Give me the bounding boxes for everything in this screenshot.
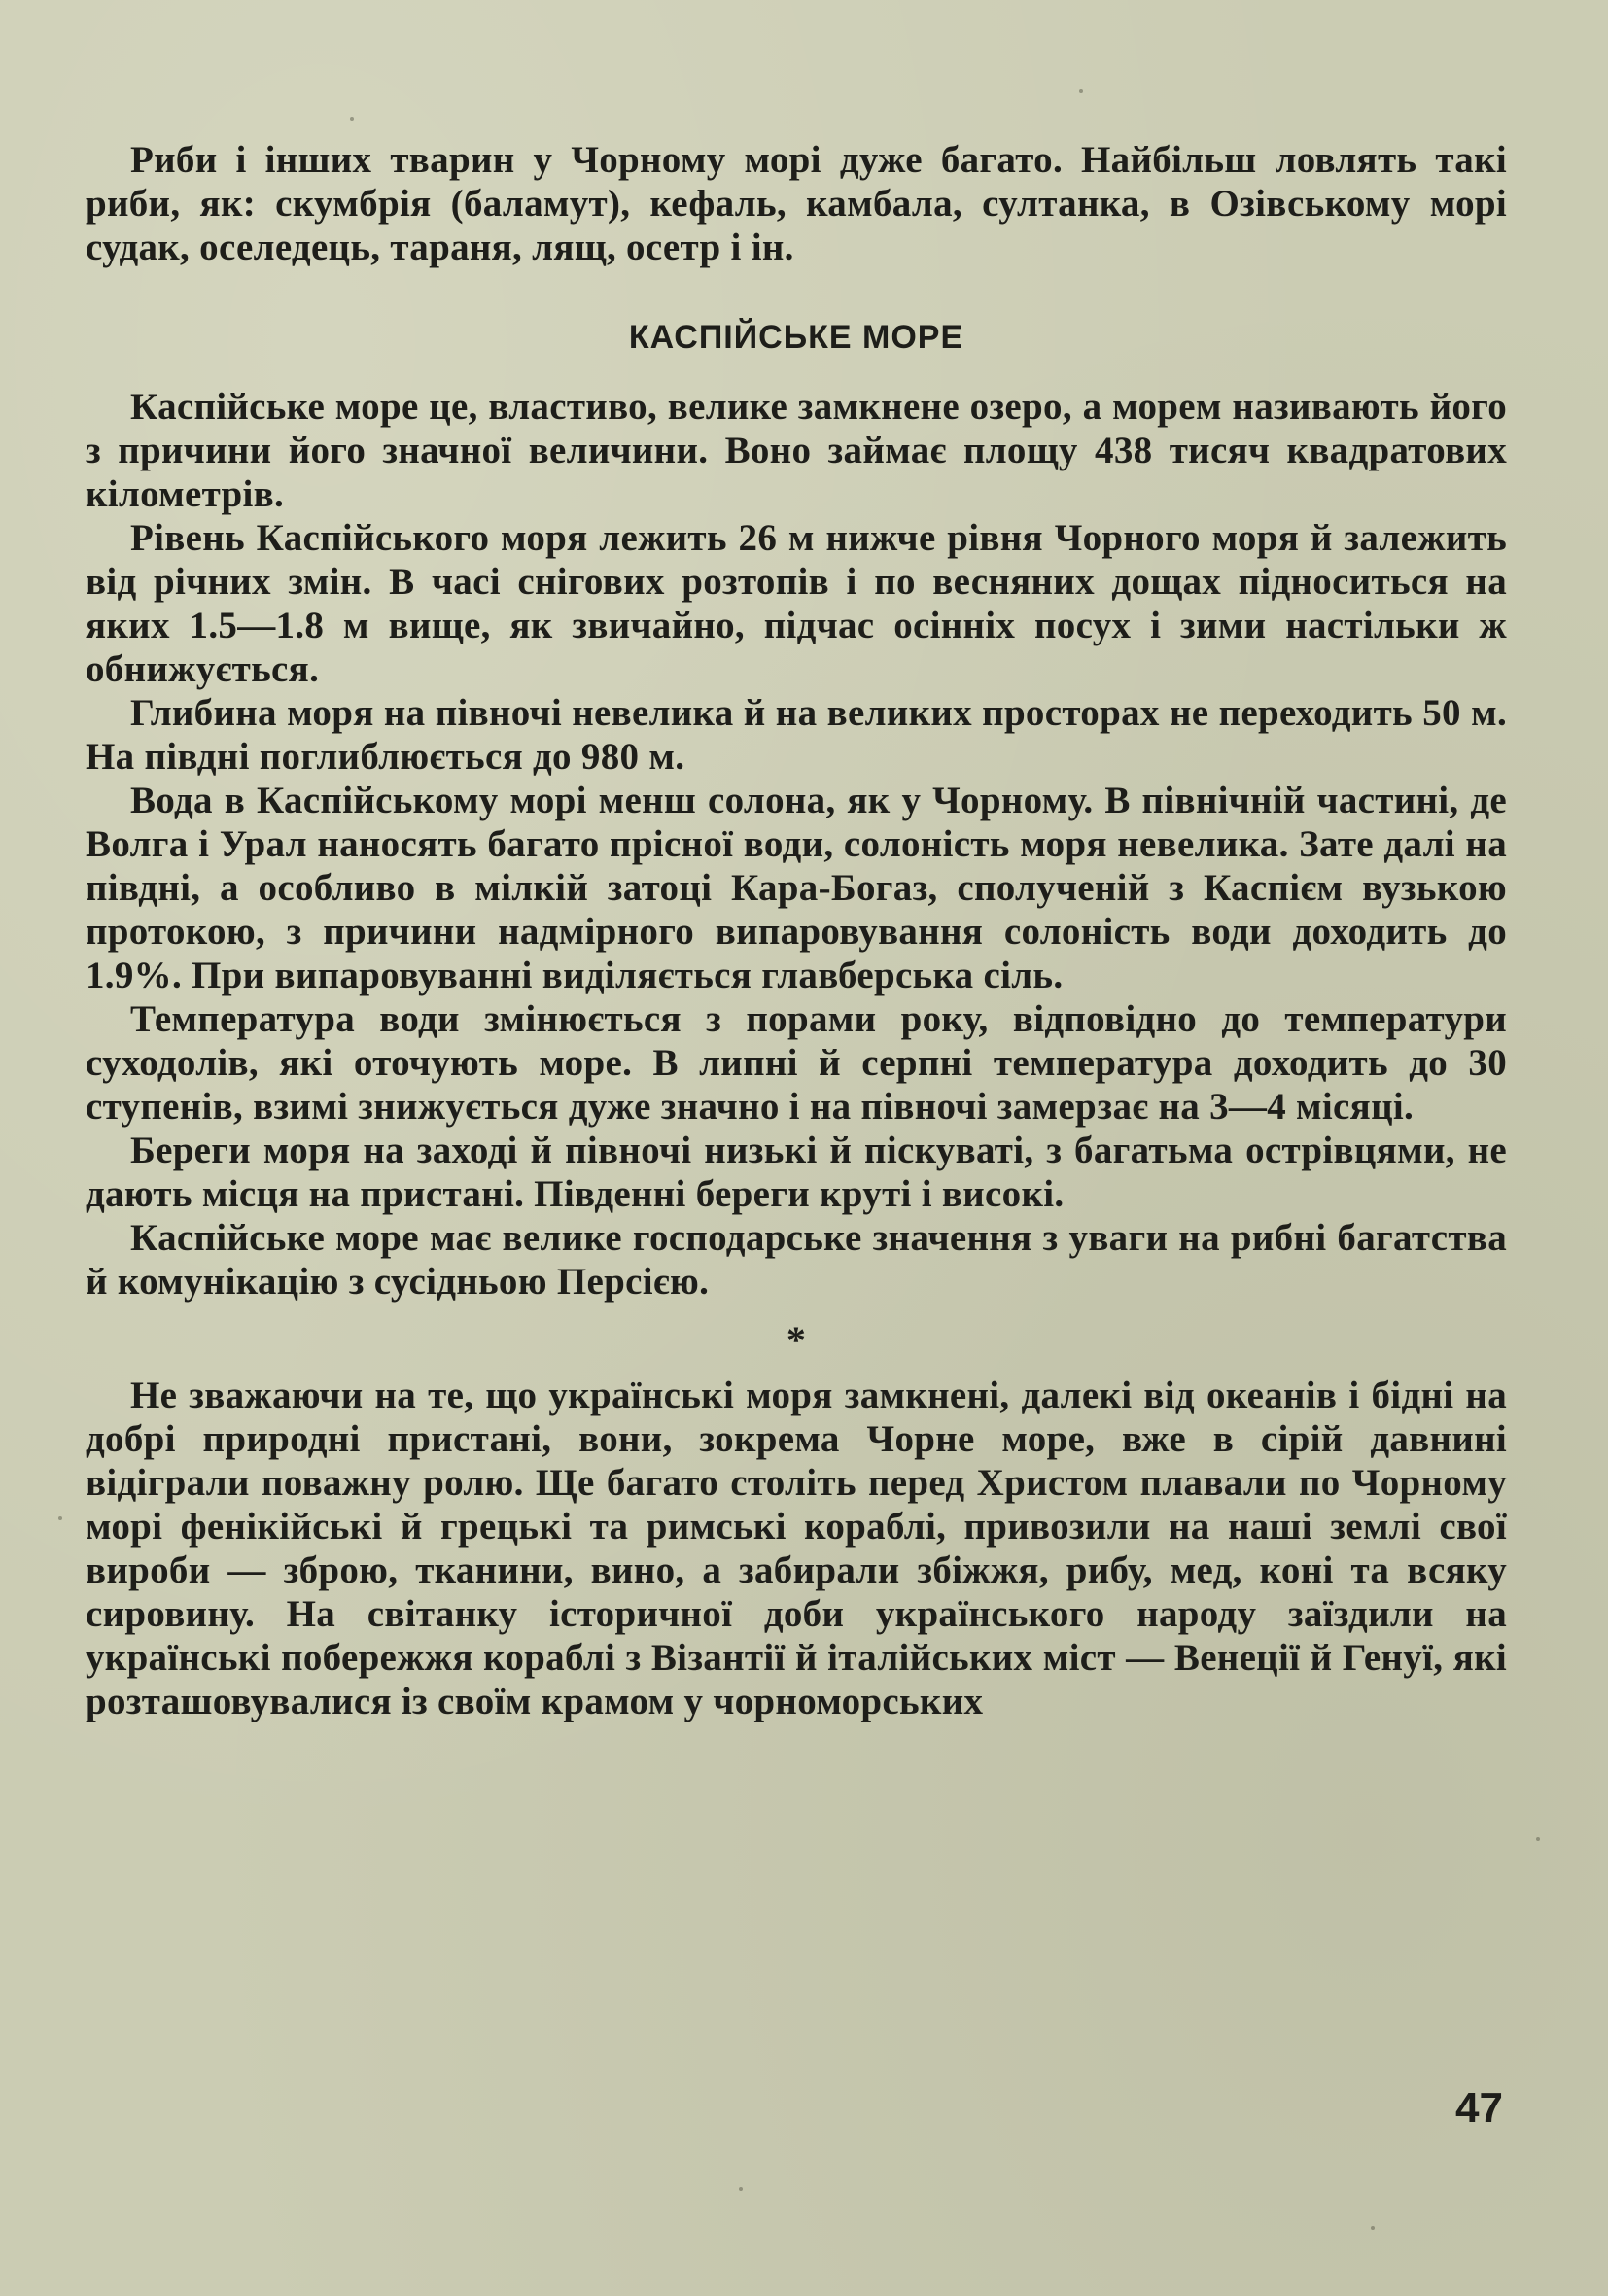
paragraph-shores: Береги моря на заході й півночі низькі й піскуваті, з багатьма острівцями, не дають місця на пристані. Південні береги круті і високі. (86, 1130, 1507, 1215)
paragraph-area: Каспійське море це, властиво, велике замкнене озеро, а морем називають його з причини його значної величини. Воно займає площу 438 тисяч квадратових кілометрів. (86, 386, 1507, 515)
print-speck (1371, 2226, 1375, 2230)
closing-paragraph: Не зважаючи на те, що українські моря замкнені, далекі від океанів і бідні на добрі природні пристані, вони, зокрема Чорне море, вже в сірій давнині відіграли поважну ролю. Ще багато століть перед Христом плавали по Чорному морі фенікійські й грецькі та римські кораблі, привозили на наші землі свої вироби — зброю, тканини, вино, а забирали збіжжя, рибу, мед, коні та всяку сировину. На світанку історичної доби українського народу заїздили на українські побережжя кораблі з Візантії й італійських міст — Венеції й Генуї, які розташовувалися із своїм крамом у чорноморських (86, 1374, 1507, 1722)
section-separator: * (786, 1318, 807, 1362)
section-heading: КАСПІЙСЬКЕ МОРЕ (628, 319, 964, 356)
print-speck (58, 1516, 62, 1520)
print-speck (1079, 89, 1083, 93)
paragraph-salinity: Вода в Каспійському морі менш солона, як у Чорному. В північній частині, де Волга і Урал наносять багато прісної води, солоність моря невелика. Зате далі на півдні, а особливо в мілкій затоці Кара-Богаз, сполученій з Каспієм вузькою протокою, з причини надмірного випаровування солоність води доходить до 1.9%. При випаровуванні виділяється главберська сіль. (86, 780, 1507, 996)
paragraph-economy: Каспійське море має велике господарське значення з уваги на рибні багатства й комунікацію з сусідньою Персією. (86, 1217, 1507, 1303)
print-speck (350, 117, 354, 121)
print-speck (1536, 1837, 1540, 1841)
print-speck (739, 2187, 743, 2191)
page-text (86, 138, 1507, 1723)
page-number: 47 (1455, 2084, 1503, 2132)
paragraph-temperature: Температура води змінюється з порами року, відповідно до температури суходолів, які оточують море. В липні й серпні температура доходить до 30 ступенів, взимі знижується дуже значно і на півночі замерзає на 3—4 місяці. (86, 998, 1507, 1128)
paragraph-depth: Глибина моря на півночі невелика й на великих просторах не переходить 50 м. На півдні поглиблюється до 980 м. (86, 692, 1507, 778)
intro-paragraph: Риби і інших тварин у Чорному морі дуже багато. Найбільш ловлять такі риби, як: скумбрія (баламут), кефаль, камбала, султанка, в Озівському морі судак, оселедець, тараня, лящ, осетр і ін. (86, 139, 1507, 268)
paragraph-level: Рівень Каспійського моря лежить 26 м нижче рівня Чорного моря й залежить від річних змін. В часі снігових розтопів і по весняних дощах підноситься на яких 1.5—1.8 м вище, як звичайно, підчас осінніх посух і зими настільки ж обнижується. (86, 517, 1507, 690)
